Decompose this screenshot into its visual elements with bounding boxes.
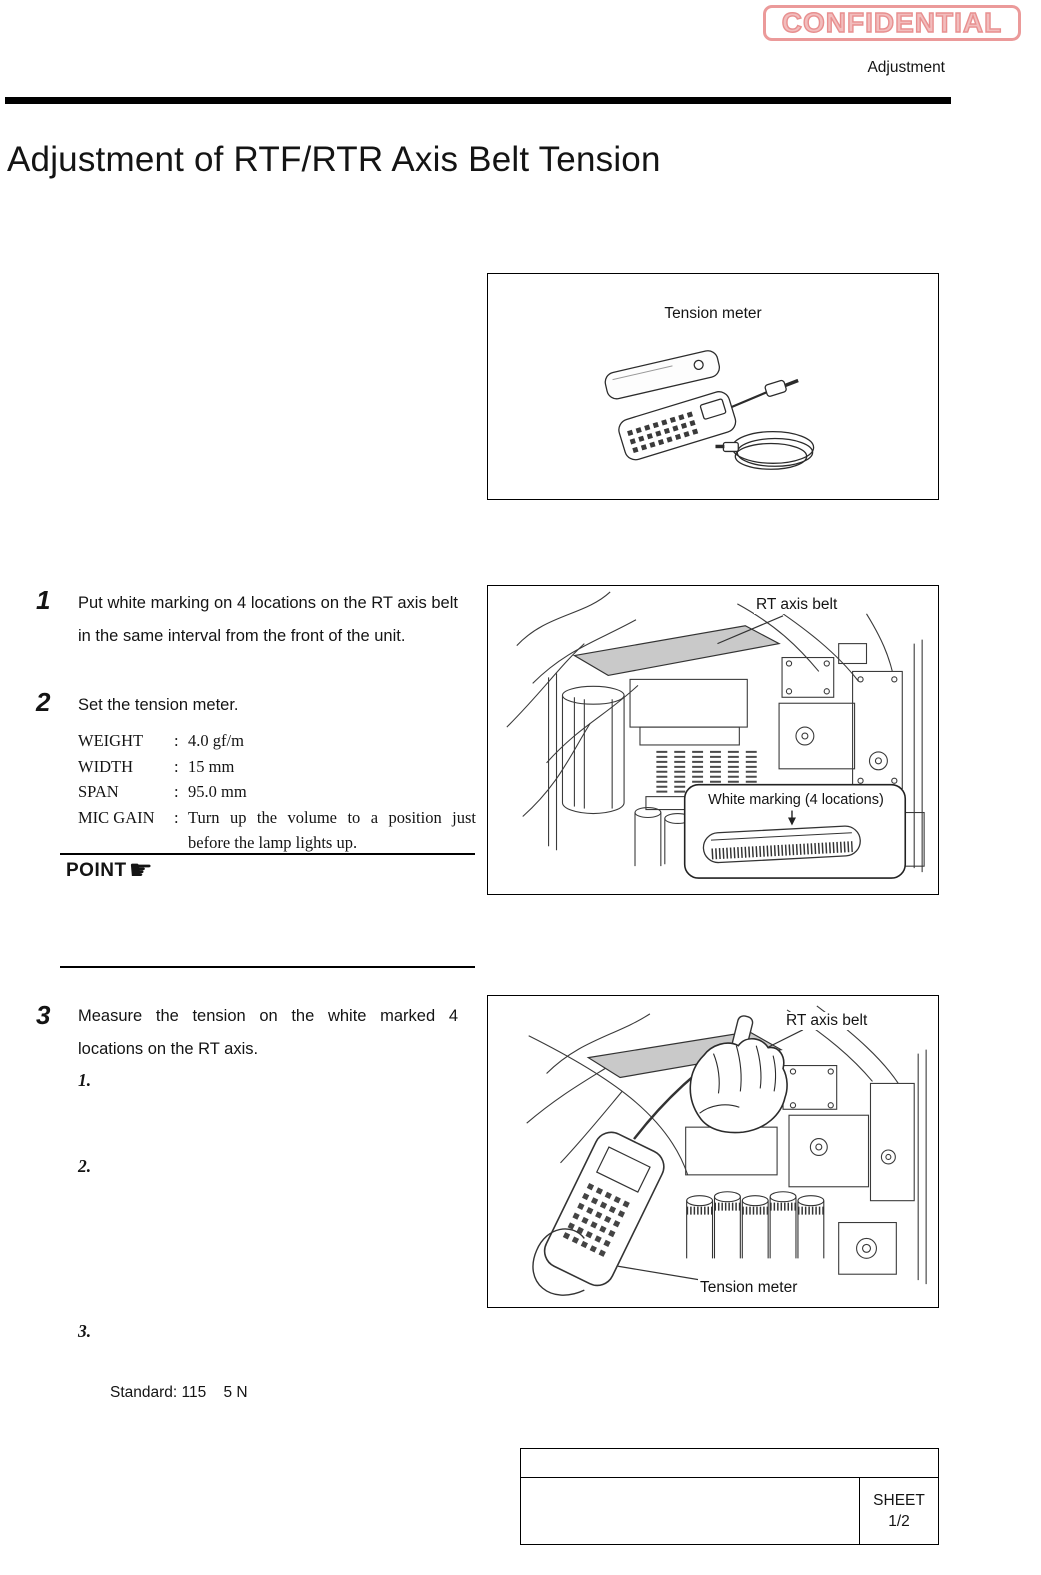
setting-value: 15 mm — [188, 756, 235, 776]
figure-caption-tension-meter: Tension meter — [664, 305, 762, 322]
figure-tension-meter — [487, 273, 939, 500]
measuring-drawing — [488, 996, 938, 1307]
setting-separator: : — [174, 807, 179, 827]
page-title: Adjustment of RTF/RTR Axis Belt Tension — [7, 140, 661, 179]
sheet-value: 1/2 — [888, 1512, 910, 1530]
rt-axis-belt-shape — [574, 626, 779, 676]
setting-separator: : — [174, 782, 179, 801]
tension-meter-label: Tension meter — [700, 1279, 798, 1296]
footer-table-top-row — [521, 1449, 938, 1478]
setting-name: SPAN — [78, 782, 119, 801]
setting-row-weight — [78, 728, 476, 754]
setting-value: 95.0 mm — [188, 782, 247, 801]
confidential-stamp — [763, 5, 1021, 41]
sheet-label: SHEET — [873, 1491, 925, 1509]
pointing-hand-icon: ☛ — [128, 855, 154, 885]
turret-cylinders — [687, 1192, 824, 1259]
rt-axis-belt-label: RT axis belt — [786, 1012, 868, 1029]
setting-separator: : — [174, 756, 179, 776]
tension-meter-probe — [603, 349, 721, 401]
substep-1: 1. — [78, 1070, 92, 1090]
substep-3: 3. — [78, 1321, 92, 1341]
setting-name: MIC GAIN — [78, 807, 155, 827]
step-1-text: Put white marking on 4 locations on the RT axis belt in the same interval from the front of the unit. — [78, 594, 458, 645]
point-bottom-rule — [60, 966, 475, 968]
footer-sheet-table — [520, 1448, 939, 1545]
footer-table-left-cell — [521, 1478, 859, 1544]
substep-2: 2. — [78, 1156, 92, 1176]
step-2-text: Set the tension meter. — [78, 696, 239, 714]
setting-value: 4.0 gf/m — [188, 731, 244, 750]
point-label: POINT — [66, 859, 127, 881]
belt-marking-drawing — [488, 586, 938, 894]
footer-table-sheet-cell — [859, 1478, 938, 1544]
figure-measure — [487, 995, 939, 1308]
header-rule — [5, 97, 951, 104]
setting-separator: : — [174, 731, 179, 750]
step-1-number: 1 — [36, 585, 51, 615]
section-header: Adjustment — [867, 59, 945, 76]
cable-coil — [715, 432, 813, 470]
tension-meter-settings — [78, 728, 476, 856]
setting-row-width — [78, 754, 476, 780]
point-callout — [66, 857, 153, 884]
point-top-rule — [60, 853, 475, 855]
step-3-text: Measure the tension on the white marked 4 locations on the RT axis. — [78, 1007, 458, 1058]
setting-name: WEIGHT — [78, 731, 144, 750]
confidential-stamp-text: CONFIDENTIAL — [781, 7, 1003, 38]
step-2-number: 2 — [36, 687, 51, 717]
footer-table-bottom-row — [521, 1478, 938, 1544]
rt-axis-belt-label: RT axis belt — [756, 596, 838, 613]
setting-row-mic-gain — [78, 805, 476, 856]
setting-value: Turn up the volume to a position just before the lamp lights up. — [188, 807, 476, 852]
white-marking-callout-label: White marking (4 locations) — [708, 792, 884, 808]
setting-row-span — [78, 779, 476, 805]
hand — [690, 1039, 787, 1133]
figure-belt-marking — [487, 585, 939, 895]
standard-value: Standard: 115 5 N — [110, 1384, 248, 1401]
setting-name: WIDTH — [78, 756, 133, 776]
tension-meter-device — [539, 1127, 670, 1291]
step-3-number: 3 — [36, 1000, 51, 1030]
